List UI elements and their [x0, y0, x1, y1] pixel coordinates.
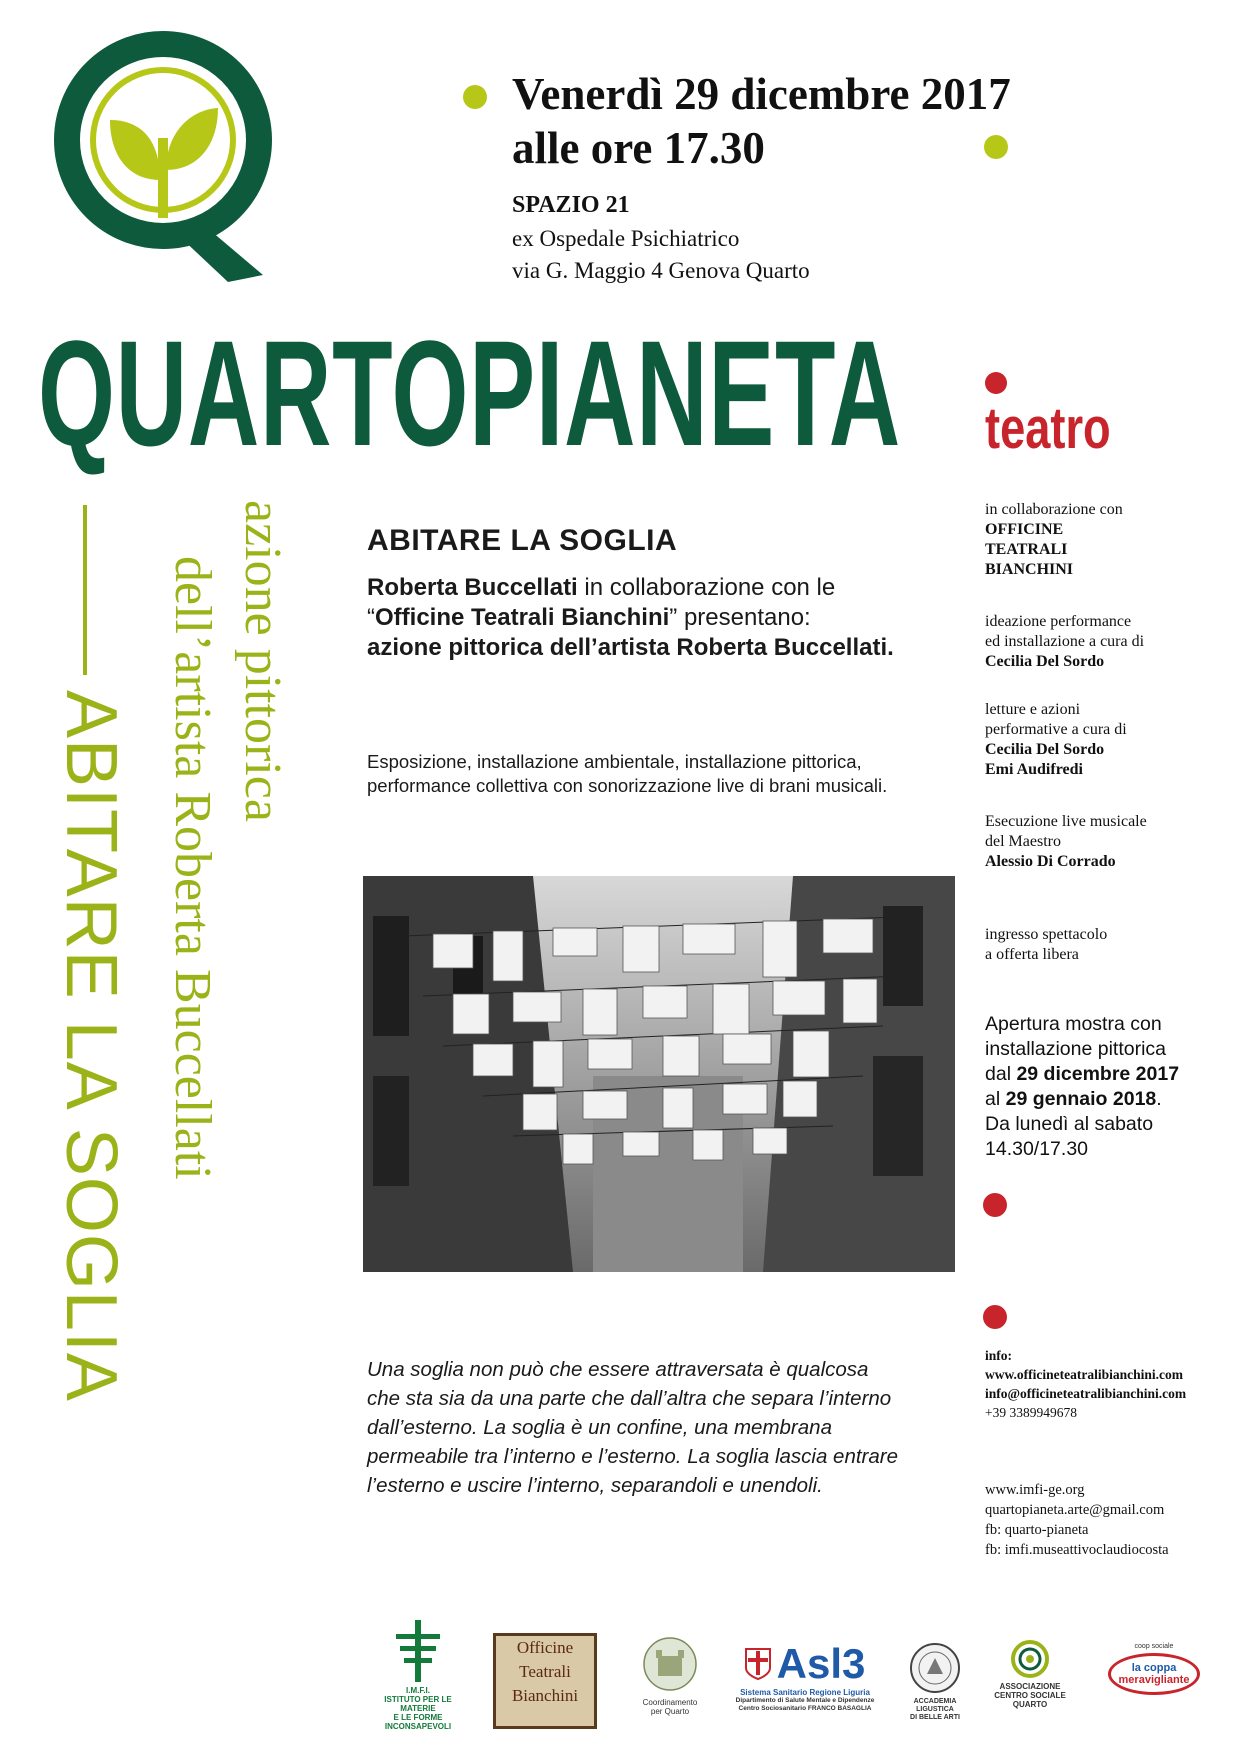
vertical-subtitle-1: azione pittorica — [234, 500, 291, 822]
venue-line-2: via G. Maggio 4 Genova Quarto — [512, 258, 810, 283]
ingresso-block — [985, 925, 1225, 965]
letture-block — [985, 700, 1225, 780]
officine-text: Bianchini — [511, 1686, 579, 1705]
main-title: ABITARE LA SOGLIA — [367, 524, 678, 557]
accademia-logo — [900, 1642, 970, 1722]
apertura-line: installazione pittorica — [985, 1038, 1167, 1060]
credit-line: ideazione performance — [985, 613, 1132, 630]
asl3-logo — [735, 1640, 875, 1713]
info-block — [985, 1346, 1235, 1422]
info-phone: +39 3389949678 — [985, 1405, 1077, 1420]
collab-org: BIANCHINI — [985, 561, 1074, 578]
credit-name: Emi Audifredi — [985, 761, 1083, 778]
asl3-caption: Centro Sociosanitario FRANCO BASAGLIA — [738, 1705, 872, 1712]
assoc-caption: QUARTO — [1012, 1700, 1048, 1709]
info-email[interactable]: info@officineteatralibianchini.com — [985, 1386, 1187, 1401]
coop-name: meravigliante — [1118, 1674, 1190, 1686]
accademia-caption: LIGUSTICA — [916, 1706, 954, 1713]
credit-name: Cecilia Del Sordo — [985, 741, 1105, 758]
imfi-caption: E LE FORME INCONSAPEVOLI — [384, 1713, 452, 1731]
event-date: Venerdì 29 dicembre 2017 — [512, 69, 1011, 119]
quote-line: dall’esterno. La soglia è un confine, una membrana — [367, 1416, 832, 1439]
info-label: info: — [985, 1348, 1012, 1363]
intro-bold: azione pittorica dell’artista Roberta Buccellati. — [367, 634, 894, 661]
ingresso-line: a offerta libera — [985, 946, 1079, 963]
shield-icon — [745, 1648, 771, 1680]
lime-dot — [984, 135, 1008, 159]
description — [367, 750, 957, 798]
intro-text: in collaborazione con le — [577, 574, 836, 601]
coop-name: la coppa — [1131, 1662, 1177, 1674]
intro-text: ” presentano: — [669, 604, 811, 631]
apertura-date: 29 dicembre 2017 — [1016, 1063, 1180, 1085]
imfi-caption: ISTITUTO PER LE MATERIE — [384, 1695, 452, 1713]
contact-facebook[interactable]: fb: imfi.museattivoclaudiocosta — [985, 1542, 1169, 1558]
credit-line: Esecuzione live musicale — [985, 813, 1147, 830]
asl3-caption: Dipartimento di Salute Mentale e Dipendenze — [735, 1697, 875, 1704]
quote-line: permeabile tra l’interno e l’esterno. La soglia lascia entrare — [367, 1445, 899, 1468]
artist-name: Roberta Buccellati — [367, 574, 578, 601]
contact-website[interactable]: www.imfi-ge.org — [985, 1482, 1085, 1498]
apertura-text: dal — [985, 1063, 1017, 1085]
coord-caption: per Quarto — [650, 1707, 690, 1716]
quote-mark: “ — [367, 604, 375, 631]
castle-icon — [640, 1632, 700, 1694]
brand-name: QUARTOPIANETA — [38, 309, 901, 477]
credit-line: ed installazione a cura di — [985, 633, 1145, 650]
apertura-line: Apertura mostra con — [985, 1013, 1162, 1035]
intro-paragraph — [367, 573, 947, 663]
apertura-block — [985, 1012, 1235, 1162]
threshold-quote — [367, 1355, 947, 1500]
event-time: alle ore 17.30 — [512, 123, 765, 173]
description-line: Esposizione, installazione ambientale, installazione pittorica, — [367, 751, 862, 772]
asl3-caption: Sistema Sanitario Regione Liguria — [740, 1688, 870, 1697]
vertical-subtitle-2: dell’artista Roberta Buccellati — [164, 556, 221, 1180]
contact-facebook[interactable]: fb: quarto-pianeta — [985, 1522, 1089, 1538]
venue-line-1: ex Ospedale Psichiatrico — [512, 226, 740, 251]
imfi-title: I.M.F.I. — [406, 1686, 430, 1695]
ideazione-block — [985, 612, 1225, 672]
red-dot — [985, 372, 1007, 394]
accademia-caption: ACCADEMIA — [913, 1698, 957, 1705]
quote-line: l’esterno e uscire l’interno, separandoli e unendoli. — [367, 1474, 823, 1497]
red-dot — [983, 1193, 1007, 1217]
apertura-date: 29 gennaio 2018 — [1005, 1088, 1157, 1110]
quote-line: che sta sia da una parte che dall’altra che separa l’interno — [367, 1387, 892, 1410]
coord-caption: Coordinamento — [642, 1698, 698, 1707]
quartopianeta-q-logo — [48, 20, 288, 288]
red-dot — [983, 1305, 1007, 1329]
venue-name: SPAZIO 21 — [512, 192, 630, 218]
apertura-line: 14.30/17.30 — [985, 1138, 1089, 1160]
lime-dot — [463, 85, 487, 109]
organization-name: Officine Teatrali Bianchini — [375, 604, 670, 631]
collab-org: OFFICINE — [985, 521, 1064, 538]
esecuzione-block — [985, 812, 1225, 872]
credit-line: letture e azioni — [985, 701, 1081, 718]
accademia-caption: DI BELLE ARTI — [910, 1714, 960, 1721]
contact-block — [985, 1480, 1235, 1560]
centro-sociale-logo — [985, 1640, 1075, 1709]
vertical-rule — [83, 505, 87, 675]
officine-text: Teatrali — [519, 1662, 571, 1681]
contact-email[interactable]: quartopianeta.arte@gmail.com — [985, 1502, 1165, 1518]
imfi-logo — [368, 1620, 468, 1731]
credit-name: Alessio Di Corrado — [985, 853, 1116, 870]
spiral-icon — [1011, 1640, 1049, 1678]
description-line: performance collettiva con sonorizzazione live di brani musicali. — [367, 775, 888, 796]
credit-line: performative a cura di — [985, 721, 1127, 738]
assoc-caption: ASSOCIAZIONE — [999, 1682, 1061, 1691]
laundry-photo — [363, 876, 955, 1272]
collab-org: TEATRALI — [985, 541, 1068, 558]
quote-line: Una soglia non può che essere attraversata è qualcosa — [367, 1358, 869, 1381]
apertura-line: Da lunedì al sabato — [985, 1113, 1154, 1135]
brand-subtitle: teatro — [985, 396, 1111, 461]
vertical-title: ABITARE LA SOGLIA — [51, 690, 131, 1402]
apertura-text: al — [985, 1088, 1006, 1110]
coop-caption: coop sociale — [1134, 1643, 1174, 1650]
apertura-text: . — [1156, 1088, 1162, 1110]
collab-block — [985, 500, 1225, 580]
coppa-meravigliante-logo — [1108, 1642, 1200, 1695]
officine-logo — [493, 1633, 597, 1729]
info-website[interactable]: www.officineteatralibianchini.com — [985, 1367, 1183, 1382]
collab-label: in collaborazione con — [985, 501, 1123, 518]
credit-name: Cecilia Del Sordo — [985, 653, 1105, 670]
officine-text: Officine — [516, 1638, 574, 1657]
credit-line: del Maestro — [985, 833, 1061, 850]
imfi-cross-icon — [388, 1620, 448, 1682]
seal-icon — [909, 1642, 961, 1694]
asl3-name: Asl3 — [776, 1640, 866, 1687]
assoc-caption: CENTRO SOCIALE — [994, 1691, 1066, 1700]
ingresso-line: ingresso spettacolo — [985, 926, 1108, 943]
coordinamento-logo — [635, 1632, 705, 1716]
